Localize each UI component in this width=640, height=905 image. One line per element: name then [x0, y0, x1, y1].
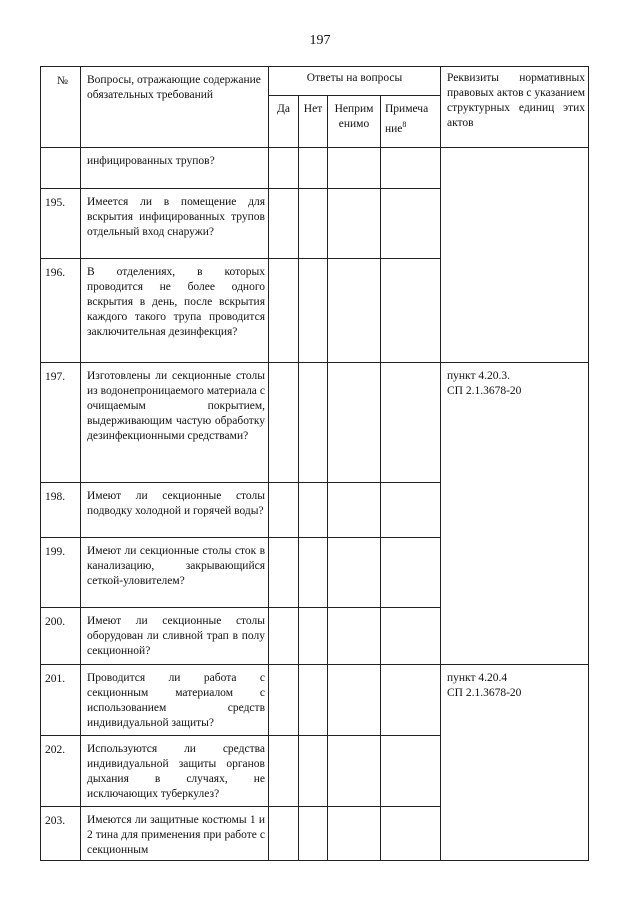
table-row: [41, 363, 589, 483]
header-row: [41, 67, 589, 96]
row-number: 197.: [41, 363, 81, 483]
row-number: 196.: [41, 259, 81, 363]
answer-note-cell[interactable]: [381, 483, 441, 538]
row-question: Имеется ли в помещение для вскрытия инфицированных трупов отдельный вход снаружи?: [81, 189, 269, 259]
answer-yes-cell[interactable]: [269, 259, 299, 363]
row-number: [41, 148, 81, 189]
answer-na-cell[interactable]: [328, 483, 381, 538]
row-number: 195.: [41, 189, 81, 259]
answer-na-cell[interactable]: [328, 189, 381, 259]
answer-no-cell[interactable]: [299, 736, 328, 807]
row-question: В отделениях, в которых проводится не более одного вскрытия в день, после вскрытия каждого такого трупа проводится заключительная дезинфекция?: [81, 259, 269, 363]
requisites-cell: [441, 363, 589, 665]
answer-no-cell[interactable]: [299, 259, 328, 363]
row-number: 198.: [41, 483, 81, 538]
requisite-document: СП 2.1.3678-20: [447, 385, 522, 397]
row-question: Имеют ли секционные столы оборудован ли сливной трап в полу секционной?: [81, 608, 269, 665]
answer-no-cell[interactable]: [299, 665, 328, 736]
row-question: Проводится ли работа с секционным материалом с использованием средств индивидуальной защиты?: [81, 665, 269, 736]
requisite-clause: пункт 4.20.3.: [447, 370, 511, 382]
answer-no-cell[interactable]: [299, 363, 328, 483]
answer-na-cell[interactable]: [328, 259, 381, 363]
answer-note-cell[interactable]: [381, 608, 441, 665]
answer-no-cell[interactable]: [299, 608, 328, 665]
header-requisites: Реквизиты нормативных правовых актов с указанием структурных единиц этих актов: [441, 67, 589, 148]
table-row: [41, 148, 589, 189]
header-questions: Вопросы, отражающие содержание обязательных требований: [81, 67, 269, 148]
answer-note-cell[interactable]: [381, 538, 441, 608]
answer-yes-cell[interactable]: [269, 483, 299, 538]
row-number: 202.: [41, 736, 81, 807]
row-number: 201.: [41, 665, 81, 736]
answer-no-cell[interactable]: [299, 483, 328, 538]
row-question: Используются ли средства индивидуальной защиты органов дыхания в случаях, не исключающих туберкулез?: [81, 736, 269, 807]
requisite-clause: пункт 4.20.4: [447, 672, 508, 684]
row-question: Имеют ли секционные столы подводку холодной и горячей воды?: [81, 483, 269, 538]
answer-note-cell[interactable]: [381, 807, 441, 861]
answer-note-cell[interactable]: [381, 259, 441, 363]
table-row: [41, 665, 589, 736]
answer-yes-cell[interactable]: [269, 148, 299, 189]
answer-yes-cell[interactable]: [269, 665, 299, 736]
answer-no-cell[interactable]: [299, 807, 328, 861]
answer-yes-cell[interactable]: [269, 608, 299, 665]
header-note: [381, 96, 441, 148]
answer-yes-cell[interactable]: [269, 736, 299, 807]
row-question: Имеют ли секционные столы сток в канализацию, закрывающийся сеткой-уловителем?: [81, 538, 269, 608]
requisites-cell: [441, 665, 589, 861]
header-na: Неприм енимо: [328, 96, 381, 148]
answer-note-cell[interactable]: [381, 665, 441, 736]
answer-na-cell[interactable]: [328, 807, 381, 861]
header-note-footnote: 8: [402, 120, 407, 129]
checklist-table: [40, 66, 589, 861]
page-number: 197: [309, 33, 331, 48]
answer-note-cell[interactable]: [381, 189, 441, 259]
answer-no-cell[interactable]: [299, 189, 328, 259]
answer-na-cell[interactable]: [328, 538, 381, 608]
row-question: Имеются ли защитные костюмы 1 и 2 тина для применения при работе с секционным: [81, 807, 269, 861]
answer-note-cell[interactable]: [381, 736, 441, 807]
requisites-cell-empty: [441, 148, 589, 363]
answer-na-cell[interactable]: [328, 608, 381, 665]
answer-na-cell[interactable]: [328, 363, 381, 483]
answer-yes-cell[interactable]: [269, 538, 299, 608]
answer-note-cell[interactable]: [381, 148, 441, 189]
header-no: Нет: [299, 96, 328, 148]
header-num: №: [41, 67, 81, 148]
answer-yes-cell[interactable]: [269, 363, 299, 483]
header-answers: Ответы на вопросы: [269, 67, 441, 96]
header-yes: Да: [269, 96, 299, 148]
answer-na-cell[interactable]: [328, 736, 381, 807]
row-number: 200.: [41, 608, 81, 665]
answer-note-cell[interactable]: [381, 363, 441, 483]
answer-no-cell[interactable]: [299, 538, 328, 608]
answer-yes-cell[interactable]: [269, 189, 299, 259]
answer-no-cell[interactable]: [299, 148, 328, 189]
row-question: инфицированных трупов?: [81, 148, 269, 189]
row-question: Изготовлены ли секционные столы из водонепроницаемого материала с очищаемым покрытием, выдерживающим частую обработку дезинфекционными средствами?: [81, 363, 269, 483]
answer-yes-cell[interactable]: [269, 807, 299, 861]
answer-na-cell[interactable]: [328, 148, 381, 189]
requisite-document: СП 2.1.3678-20: [447, 687, 522, 699]
row-number: 199.: [41, 538, 81, 608]
header-note-label: Примеча ние: [385, 103, 429, 135]
row-number: 203.: [41, 807, 81, 861]
answer-na-cell[interactable]: [328, 665, 381, 736]
